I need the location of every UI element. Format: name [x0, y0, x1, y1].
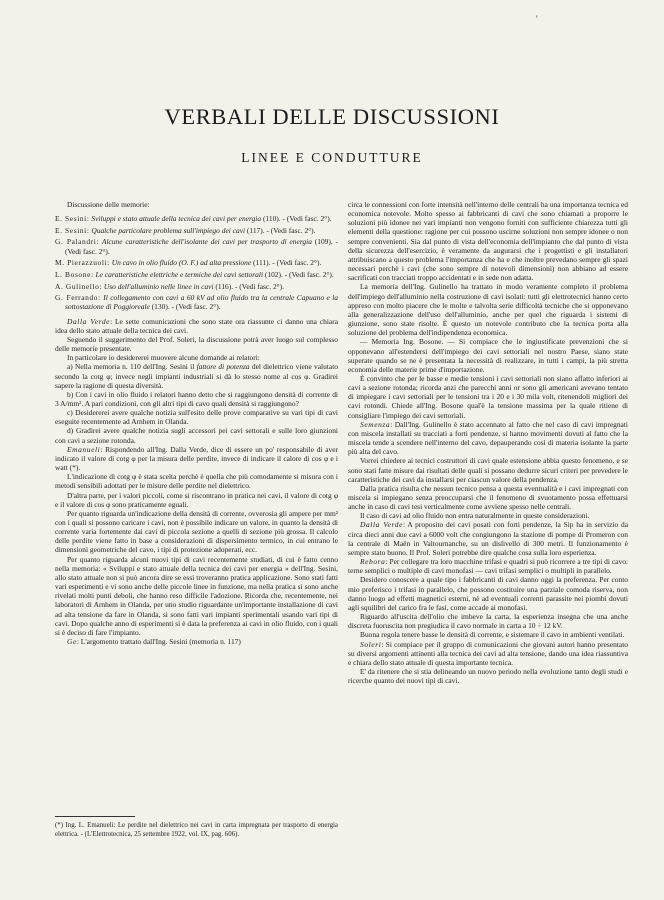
footnote-divider [55, 816, 135, 817]
memoria-item [55, 214, 338, 223]
paragraph: d) Gradirei avere qualche notizia sugli accessori pei cavi settorali e sulle loro giunzioni con cavi a sezione rotonda. [55, 426, 338, 445]
memoria-author: L. Bosone: [55, 269, 94, 279]
paragraph: c) Desidererei avere qualche notizia sull'esito delle prove comparative su vari tipi di cavi eseguite recentemente ad Arnhem in Olanda. [55, 408, 338, 427]
memoria-title: Uso dell'alluminio nelle linee in cavi [103, 281, 214, 291]
paragraph: circa le connessioni con forte intensità nell'interno delle centrali ha una importanza tecnica ed economica notevole. Molto spesso ai fabbricanti di cavi che sono chiamati a proporre le soluzioni più idonee nei vari impianti non vengono forniti con sufficiente chiarezza tutti gli elementi della questione: ragione per cui possono uscirne soluzioni non sempre idonee o non sempre convenienti. Sia dal punto di vista dell'economia dell'impianto che dal punto di vista della sicurezza dell'esercizio, è veramente da augurarsi che i progettisti e gli installatori attribuiscano a questo problema l'importanza che ha e che inoltre prevedano sempre gli spazi necessari perchè i cavi (che sono sempre di notevoli dimensioni) non abbiano ad essere sacrificati con tracciati troppo accidentati e in sede non adatta. [348, 200, 628, 283]
paragraph [348, 520, 628, 557]
paragraph: Riguardo all'uscita dell'olio che imbeve la carta, la esperienza insegna che una anche discreta fuoruscita non pregiudica il cavo normale in carta a 10 ÷ 12 kV. [348, 612, 628, 631]
footnote-text: (*) Ing. L. Emanueli: Le perdite nel dielettrico nei cavi in carta impregnata per trasporto di energia elettrica. - (L'Elettrotecnica, 25 settembre 1922, vol. IX, pag. 606). [55, 822, 338, 838]
memoria-ref: (102). - (Vedi fasc. 2°). [264, 269, 334, 279]
paragraph-text: : Si compiace per il gruppo di comunicazioni che giovani autori hanno presentato su diversi argomenti attinenti alla tecnica dei cavi ad alta tensione, dando una idea riassuntiva e chiara dello stato attuale di questa importante tecnica. [348, 639, 628, 667]
paragraph: b) Con i cavi in olio fluido i relatori hanno detto che si raggiungono densità di corrente di 3 A/mm². A pari condizioni, con gli altri tipi di cavo quali densità si raggiungono? [55, 389, 338, 408]
paragraph: Per quanto riguarda alcuni nuovi tipi di cavi recentemente studiati, di cui è fatto cenno nella memoria: « Sviluppi e stato attuale della tecnica dei cavi per energia » dell'Ing. Sesini, allo stato attuale non si può ancora dire se essi troveranno pratica applicazione. Sono stati fatti vari esperimenti e vi sono anche delle piccole linee in funzione, ma nella pratica si sono anche rivelati molti punti deboli, che hanno reso difficile l'adozione. Ricorda che, recentemente, nei laboratori di Arnhem in Olanda, per uno studio riguardante un'importante installazione di cavi ad alta tensione da fare in Olanda, si sono fatti vari impianti sperimentali usando vari tipi di cavi. Dopo qualche anno di esperimenti si è data la preferenza ai cavi in olio fluido, con i quali si è deciso di fare l'impianto. [55, 554, 338, 637]
memoria-ref: (110). - (Vedi fasc. 2°). [262, 214, 332, 224]
paragraph [348, 420, 628, 457]
section-title: LINEE E CONDUTTURE [241, 150, 423, 165]
memoria-title: Il collegamento con cavi a 60 kV ad olio fluido tra la centrale Capuano e la sottostazione di Poggioreale [65, 293, 338, 312]
speaker-name: Ge [67, 637, 77, 647]
paragraph-text: : Le sette comunicazioni che sono state ora riassunte ci danno una chiara idea dello stato attuale della tecnica dei cavi. [55, 316, 338, 335]
memoria-title: Alcune caratteristiche dell'isolante dei cavi per trasporto di energia [101, 237, 312, 247]
paragraph [55, 445, 338, 472]
memoria-item [55, 258, 338, 267]
paragraph-text: : Per collegare tra loro macchine trifasi e quadri si può ricorrere a tre tipi di cavo: terne semplici o multiple di cavi monofasi — cavi trifasi semplici o multipli in parallelo. [348, 557, 628, 576]
page-title: VERBALI DELLE DISCUSSIONI [164, 104, 500, 129]
footnote [55, 822, 338, 839]
intro-line: Discussione delle memorie: [67, 200, 150, 209]
paragraph-text: : Rispondendo all'Ing. Dalla Verde, dice di essere un po' responsabile di aver indicato il valore di cotg φ per la misura delle perdite, invece di indicare il calore di cos φ e i watt (*). [55, 444, 338, 473]
memoria-item [55, 293, 338, 311]
memoria-item [55, 226, 338, 235]
paragraph: — Memoria Ing. Bosone. — Si compiace che le ingiustificate prevenzioni che si opponevano all'estendersi dell'impiego dei cavi settoriali nel nostro Paese, siano state superate quando se ne è presentata la necessità di realizzare, in tutti i campi, la più stretta economia delle materie prime d'importazione. [348, 337, 628, 374]
memoria-ref: (117). - (Vedi fasc. 2°). [246, 225, 316, 235]
memoria-title: Le caratteristiche elettriche e termiche dei cavi settorali [95, 269, 264, 279]
memoria-ref: (109). - (Vedi fasc. 2°). [65, 237, 339, 256]
paragraph: D'altra parte, per i valori piccoli, come si riscontrano in pratica nei cavi, il valore di cotg φ e il valore di cos φ sono praticamente eguali. [55, 490, 338, 509]
paragraph: Vorrei chiedere ai tecnici costruttori di cavi quale estensione abbia questo fenomeno, e se sono stati fatte misure dai risultati delle quali si possano dedurre sicuri criteri per prevedere le caratteristiche dei cavi da installarsi per ciascun valore della pendenza. [348, 456, 628, 484]
paragraph-text: : Dall'Ing. Gulinello è stato accennato al fatto che nel caso di cavi impregnati con miscela installati su tracciati a forti pendenze, si hanno movimenti dovuti al fatto che la miscela tende a scendere nell'interno del cavo, depauperando così di materia isolante la parte più alta del cavo. [348, 419, 628, 457]
memoria-ref: (111). - (Vedi fasc. 2°). [253, 258, 322, 268]
memoria-ref: (130). - (Vedi fasc. 2°). [151, 302, 221, 312]
speaker-name: Dalla Verde [67, 316, 111, 326]
memoria-author: A. Gulinello: [55, 281, 103, 291]
paragraph: E' da ritenere che si stia delineando un nuovo periodo nella evoluzione tanto degli studi e ricerche quanto dei nuovi tipi di cavi. [348, 666, 628, 686]
paragraph-text: del dielettrico viene valutato secondo la cotg φ; invece negli impianti industriali si dà lo stesso nome al cos φ. Gradirei sapere la ragione di questa diversità. [55, 362, 338, 390]
speaker-name: Dalla Verde [360, 520, 403, 530]
memoria-item [55, 282, 338, 291]
paragraph: Seguendo il suggerimento del Prof. Soleri, la discussione potrà aver luogo sul complesso delle memorie presentate. [55, 334, 338, 354]
memoria-author: M. Pierazzuoli: [55, 258, 110, 268]
paragraph: Per quanto riguarda un'indicazione della densità di corrente, ovverosia gli ampere per mm² con i quali si possono caricare i cavi, non è possibile indicare un valore, in quanto la densità di corrente varia fortemente dai cavi di piccola sezione a quelli di sezione più grossa. Il calcolo delle perdite viene fatto in base a considerazioni di dispersimento termico, in cui entrano le dimensioni geometriche del cavo, i tipi di protezione adoperati, ecc. [55, 508, 338, 555]
emphasis: fattore di potenza [196, 362, 250, 372]
right-column [348, 200, 628, 685]
memoria-title: Sviluppi e stato attuale della tecnica dei cavi per energia [91, 214, 262, 224]
paragraph [348, 640, 628, 667]
speaker-name: Rebora [360, 557, 386, 567]
paragraph-text: a) Nella memoria n. 110 dell'Ing. Sesini il [67, 362, 195, 372]
memoria-author: E. Sesini: [55, 225, 90, 235]
paragraph: Desidero conoscere a quale tipo i fabbricanti di cavi danno oggi la preferenza. Per conto mio preferisco i trifasi in parallelo, che possono costituire una parziale comoda riserva, non danno luogo ad effetti magnetici esterni, nè ad eventuali correnti parassite nei piombi dovuti agli squilibri del carico fra le fasi, come accade ai monofasi. [348, 575, 628, 612]
speaker-name: Emanueli [67, 444, 101, 454]
memoria-item [55, 237, 338, 255]
left-column [55, 200, 338, 646]
paragraph [348, 557, 628, 575]
memoria-author: G. Palandri: [55, 237, 100, 247]
paragraph: L'indicazione di cotg φ è stata scelta perchè è quella che più comodamente si misura con i metodi sensibili adottati per le misure delle perdite nel dielettrico. [55, 472, 338, 491]
paragraph [55, 362, 338, 389]
paragraph: In particolare io desidererei muovere alcune domande ai relatori: [67, 353, 260, 363]
page-corner-mark: ' [536, 14, 538, 24]
memoria-title: Qualche particolare problema sull'impiego dei cavi [91, 225, 246, 235]
memoria-author: E. Sesini: [55, 214, 90, 224]
paragraph [55, 317, 338, 335]
paragraph-text: : L'argomento trattato dall'Ing. Sesini (memoria n. 117) [76, 637, 241, 647]
speaker-name: Semenza [360, 419, 391, 429]
speaker-name: Soleri [360, 639, 382, 649]
paragraph: È convinto che per le basse e medie tensioni i cavi settoriali non siano affatto inferiori ai cavi a sezione rotonda; ricorda anzi che parecchi anni or sono gli americani avevano tentato di impiegare i cavi settoriali per le tensioni tra i 20 e i 30 mila volt, ritenendoli migliori dei cavi rotondi. Chiede all'Ing. Bosone qual'è la tensione massima per la quale ritiene di consigliare l'impiego dei cavi settoriali. [348, 373, 628, 420]
memoria-title: Un cavo in olio fluido (O. F.) ad alta pressione [111, 258, 252, 268]
memoria-ref: (116). - (Vedi fasc. 2°). [215, 281, 284, 291]
paragraph: La memoria dell'Ing. Gulinello ha trattato in modo veramente completo il problema dell'impiego dell'alluminio nella costruzione di cavi isolati: tutti gli elettrotecnici hanno certo appreso con molto piacere che le molte e talvolta serie difficoltà tecniche che si opponevano alla generalizzazione dell'uso dell'alluminio, anche per quel che riguarda i sistemi di giunzione, sono state risolte. È questo un notevole contributo che la tecnica porta alla soluzione del problema dell'indipendenza economica. [348, 282, 628, 338]
paragraph-text: : A proposito dei cavi posati con forti pendenze, la Sip ha in servizio da circa dieci anni due cavi a 6000 volt che congiungono la stazione di pompe di Promeron con la centrale di Maën in Valtournanche, su un dislivello di 300 metri. Il funzionamento è sempre stato buono. Il Prof. Soleri potrebbe dire qualche cosa sulla loro esperienza. [348, 520, 628, 557]
paragraph [55, 637, 338, 646]
paragraph: Dalla pratica risulta che nessun tecnico pensa a questa eventualità e i cavi impregnati con miscela si impiegano senza preoccuparsi che il fenomeno di svuotamento possa effettuarsi anche in caso di cavi tesi verticalmente come avviene spesso nelle centrali. [348, 483, 628, 512]
memoria-author: G. Ferrando: [55, 293, 101, 303]
memoria-item [55, 270, 338, 279]
paragraph: Buona regola tenere basse le densità di corrente, e sistemare il cavo in ambienti ventilati. [360, 630, 625, 640]
paragraph: Il caso di cavi ad olio fluido non entra naturalmente in queste considerazioni. [360, 511, 590, 521]
